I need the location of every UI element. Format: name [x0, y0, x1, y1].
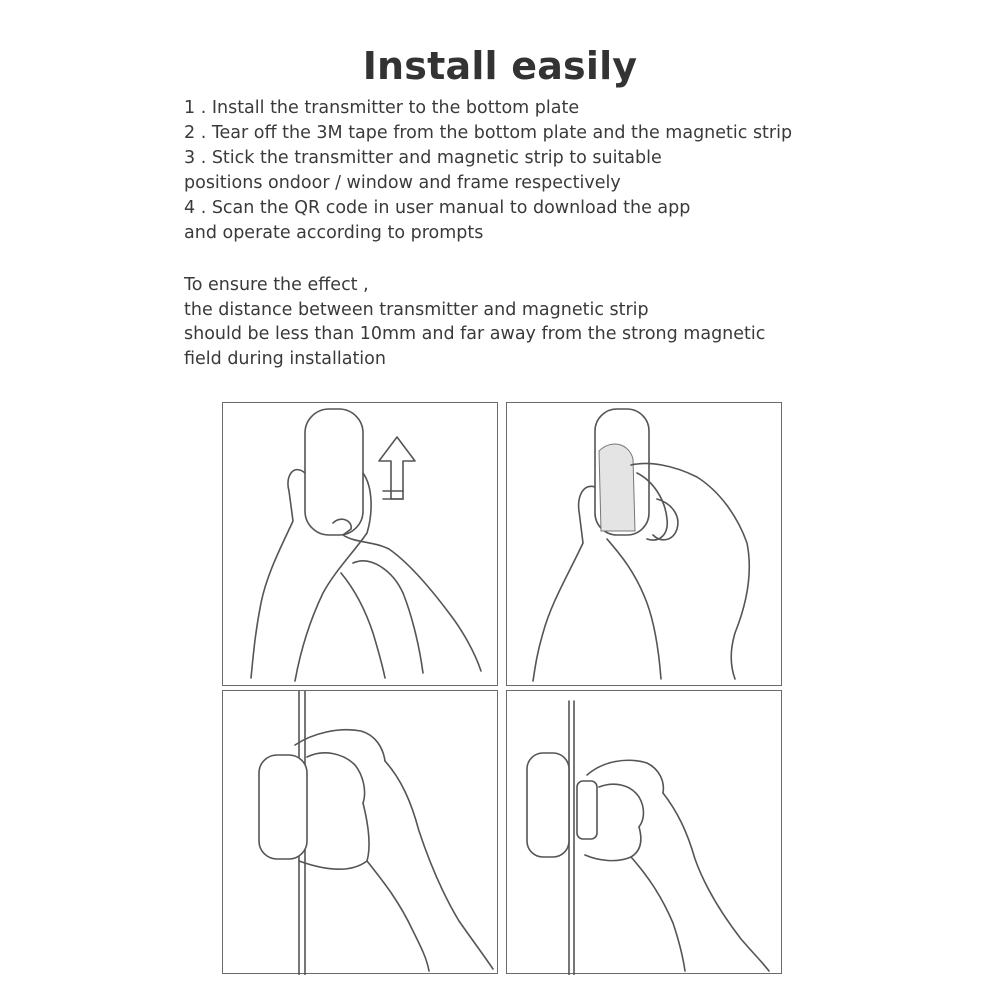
note-line-3: should be less than 10mm and far away from the strong magnetic — [184, 324, 766, 344]
step-line-2: 2 . Tear off the 3M tape from the bottom plate and the magnetic strip — [184, 123, 793, 143]
hand-attach-transmitter-icon — [223, 403, 499, 687]
hand-peel-tape-icon — [507, 403, 783, 687]
step-line-3: 3 . Stick the transmitter and magnetic strip to suitable — [184, 148, 662, 168]
note-line-2: the distance between transmitter and magnetic strip — [184, 300, 649, 320]
step-line-6: and operate according to prompts — [184, 223, 484, 243]
transmitter-device — [259, 755, 307, 859]
illustration-step-2 — [506, 402, 782, 686]
step-line-1: 1 . Install the transmitter to the bottom plate — [184, 98, 580, 118]
transmitter-device — [527, 753, 569, 857]
step-line-4: positions ondoor / window and frame respectively — [184, 173, 621, 193]
illustration-step-1 — [222, 402, 498, 686]
illustration-step-3 — [222, 690, 498, 974]
tape-sheet — [599, 444, 635, 531]
page-title: Install easily — [362, 44, 638, 88]
step-line-5: 4 . Scan the QR code in user manual to download the app — [184, 198, 691, 218]
note-line-4: field during installation — [184, 349, 386, 369]
note-line-1: To ensure the effect , — [184, 275, 369, 295]
magnetic-strip — [577, 781, 597, 839]
transmitter-device — [305, 409, 363, 535]
hand-stick-transmitter-icon — [223, 691, 499, 975]
up-arrow — [379, 437, 415, 499]
hand-stick-magnetic-strip-icon — [507, 691, 783, 975]
illustration-step-4 — [506, 690, 782, 974]
